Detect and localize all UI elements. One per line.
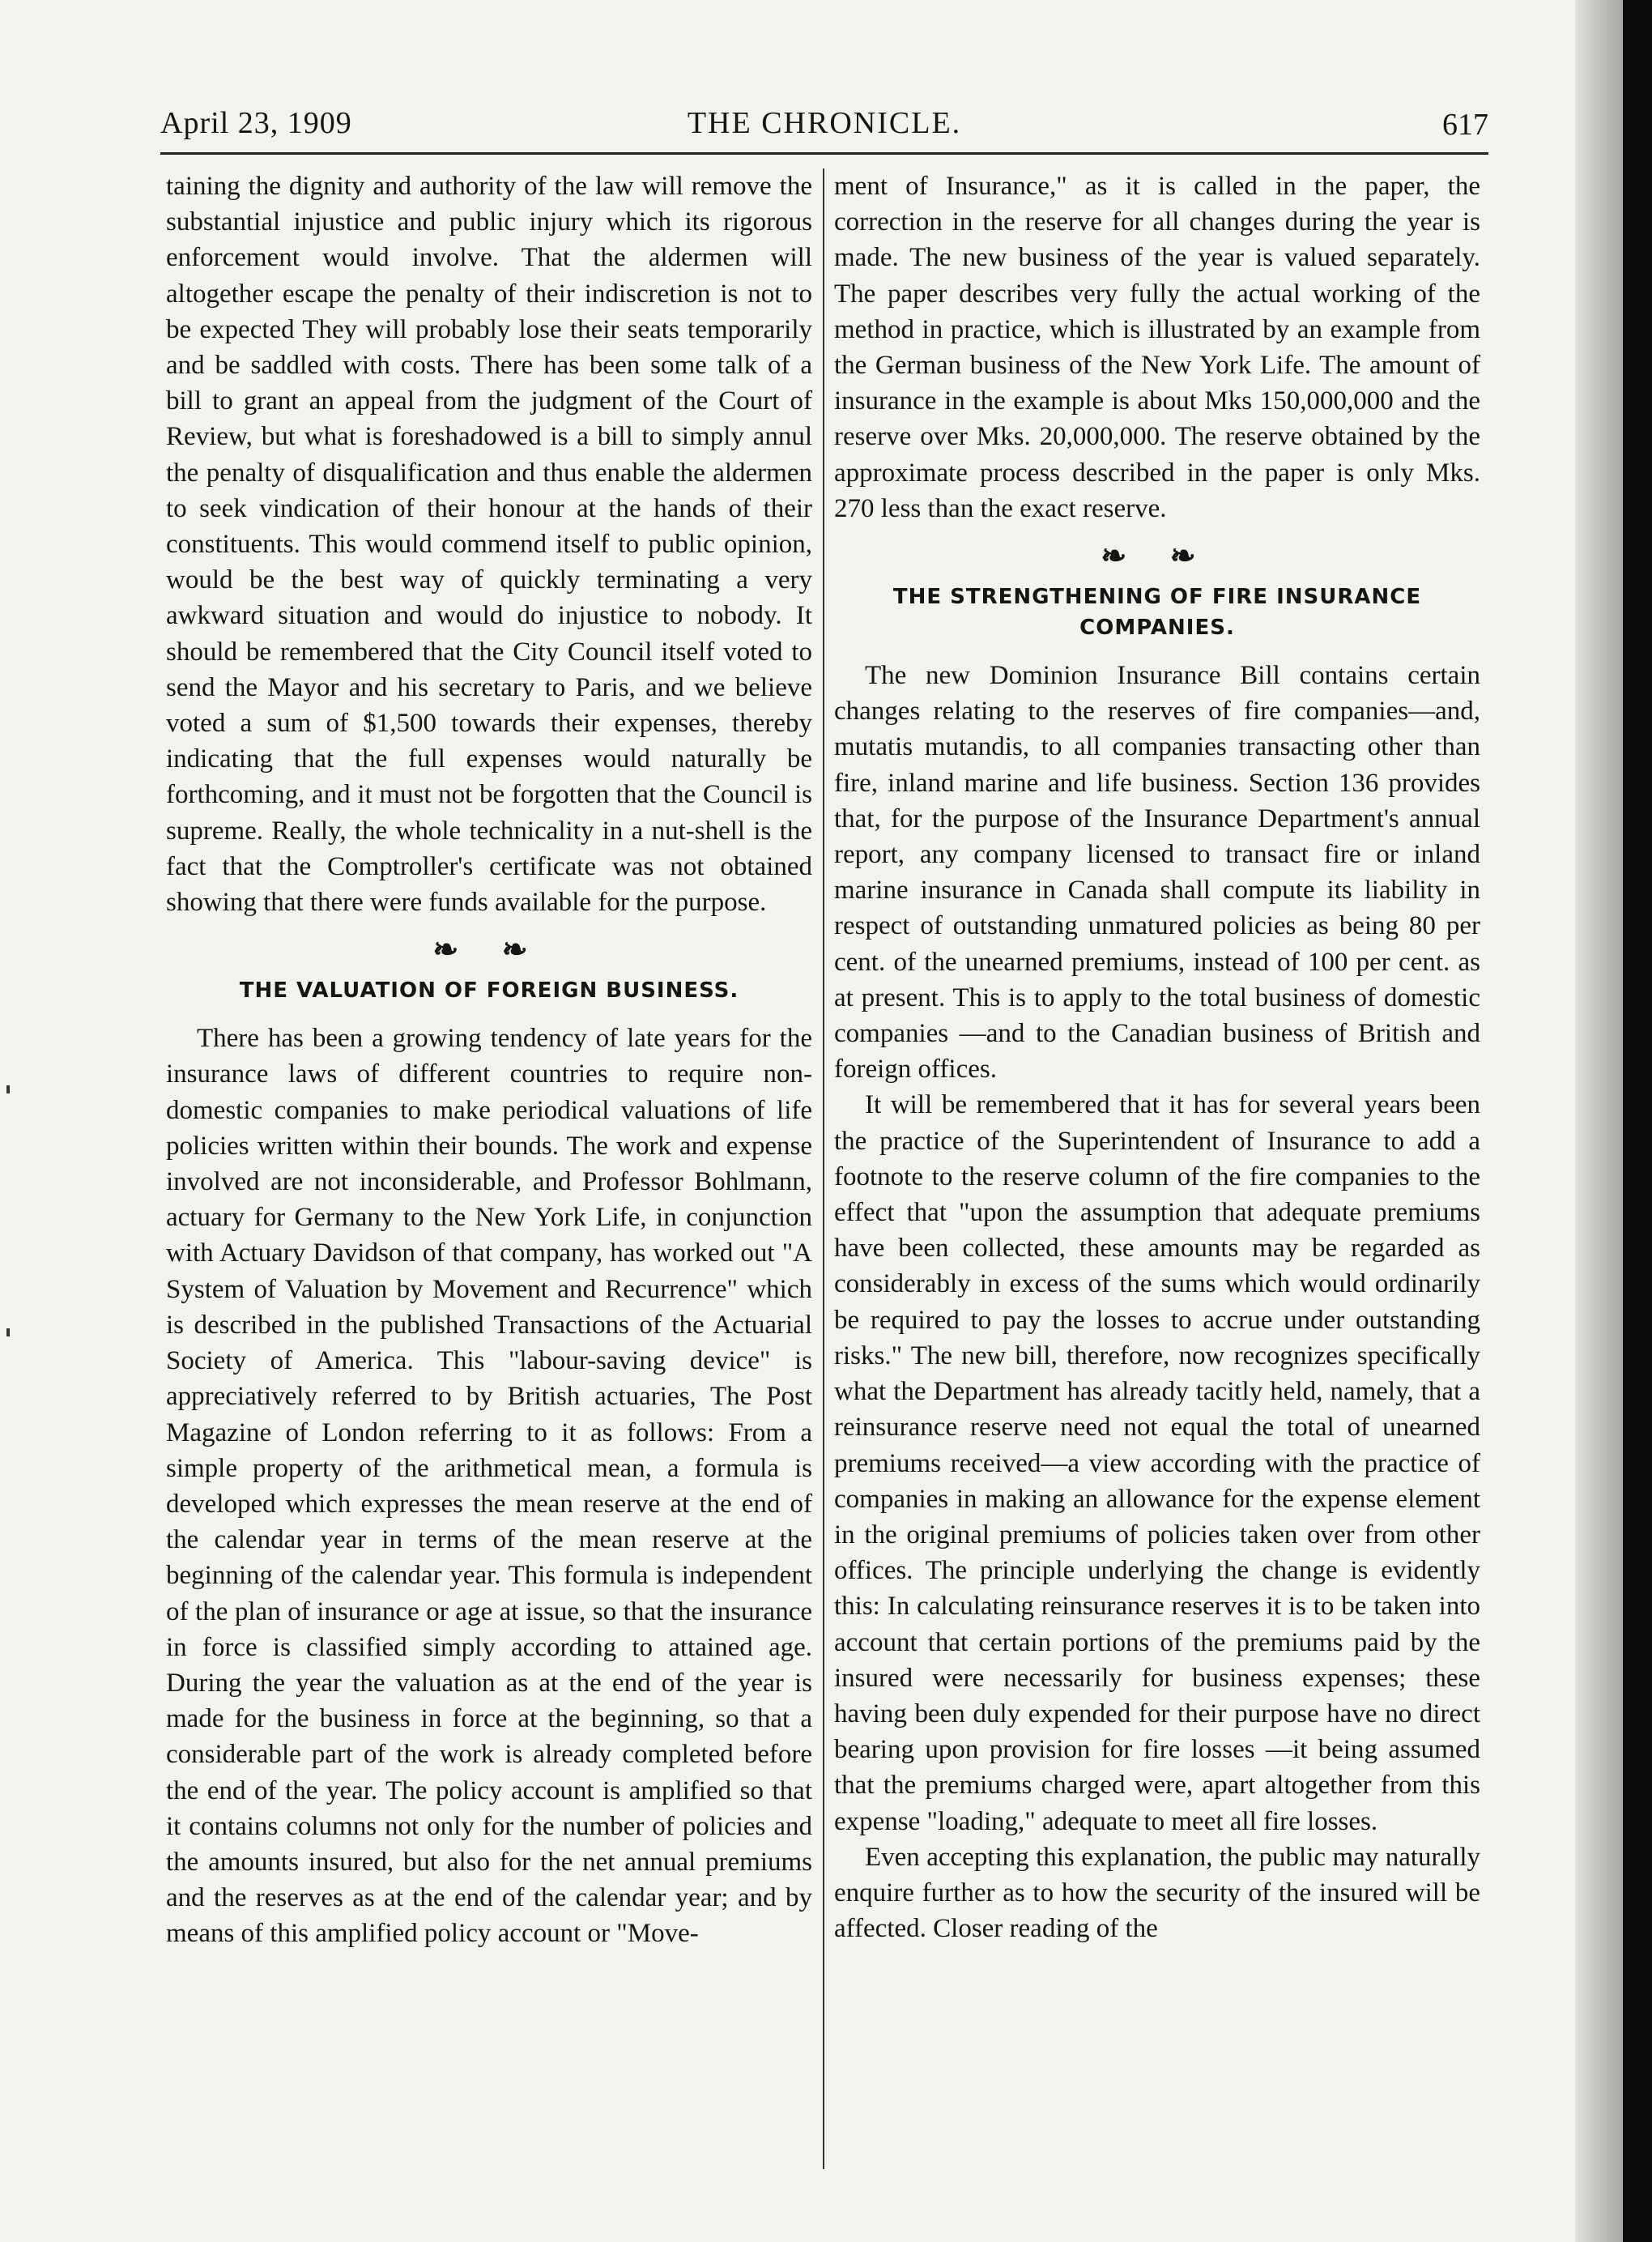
heading-line: COMPANIES. xyxy=(1079,616,1235,641)
page-number: 617 xyxy=(1442,108,1488,142)
publication-title: THE CHRONICLE. xyxy=(687,106,962,140)
issue-date: April 23, 1909 xyxy=(160,106,352,140)
ornament-divider: ❧ ❧ xyxy=(1101,539,1214,574)
valuation-article-paragraph: There has been a growing tendency of late years for the insurance laws of different countries to require non-domestic companies to make periodical valuations of life policies written within their bounds. The work and expense involved are not inconsiderable, and Professor Bohlmann, actuary for Germany to the New York Life, in conjunction with Actuary Davidson of that company, has worked out "A System of Valuation by Movement and Recurrence" which is described in the published Transactions of the Actuarial Society of America. This "labour-saving device" is appreciatively referred to by British actuaries, The Post Magazine of London referring to it as follows: From a simple property of the arithmetical mean, a formula is developed which expresses the mean reserve at the end of the calendar year in terms of the mean reserve at the beginning of the calendar year. This formula is independent of the plan of insurance or age at issue, so that the insurance in force is classified simply according to attained age. During the year the valuation as at the end of the year is made for the business in force at the beginning, so that a considerable part of the work is already completed before the end of the year. The policy account is amplified so that it contains columns not only for the number of policies and the amounts insured, but also for the net annual premiums and the reserves as at the end of the calendar year; and by means of this amplified policy account or "Move- xyxy=(166,1024,812,1949)
column-divider xyxy=(823,168,824,2169)
fire-article-paragraph: It will be remembered that it has for several years been the practice of the Superintendent of Insurance to add a footnote to the reserve column of the fire companies to the effect that "upon the assumption that adequate premiums have been collected, these amounts may be regarded as considerably in excess of the sums which would ordinarily be required to pay the losses to accrue under outstanding risks." The new bill, therefore, now recognizes specifically what the Department has already tacitly held, namely, that a reinsurance reserve need not equal the total of unearned premiums received—a view according with the practice of companies in making an allowance for the expense element in the original premiums of policies taken over from other offices. The principle underlying the change is evidently this: In calculating reinsurance reserves it is to be taken into account that certain portions of the premiums paid by the insured were necessarily for business expenses; these having been duly expended for their purpose have no direct bearing upon provision for fire losses —it being assumed that the premiums charged were, apart altogether from this expense "loading," adequate to meet all fire losses. xyxy=(834,1090,1480,1836)
page-binding-shadow xyxy=(1575,0,1623,2242)
scan-mark xyxy=(6,1328,10,1336)
fire-insurance-article-heading xyxy=(834,582,1480,643)
scan-mark xyxy=(6,1085,10,1093)
left-column xyxy=(166,168,812,1952)
fire-article-paragraph: Even accepting this explanation, the public may naturally enquire further as to how the security of the insured will be affected. Closer reading of the xyxy=(834,1842,1480,1944)
scan-edge xyxy=(1623,0,1652,2242)
valuation-article-heading: THE VALUATION OF FOREIGN BUSINESS. xyxy=(239,978,739,1004)
continued-article-paragraph: taining the dignity and authority of the law will remove the substantial injustice and public injury which its rigorous enforcement would involve. That the aldermen will altogether escape the penalty of their indiscretion is not to be expected They will probably lose their seats temporarily and be saddled with costs. There has been some talk of a bill to grant an appeal from the judgment of the Court of Review, but what is foreshadowed is a bill to simply annul the penalty of disqualification and thus enable the aldermen to seek vindication of their honour at the hands of their constituents. This would commend itself to public opinion, would be the best way of quickly terminating a very awkward situation and would do injustice to nobody. It should be remembered that the City Council itself voted to send the Mayor and his secretary to Paris, and we believe voted a sum of $1,500 towards their expenses, thereby indicating that the full expenses would naturally be forthcoming, and it must not be forgotten that the Council is supreme. Really, the whole technicality in a nut-shell is the fact that the Comptroller's certificate was not obtained showing that there were funds available for the purpose. xyxy=(166,172,812,918)
page-header xyxy=(160,97,1488,146)
header-rule xyxy=(160,152,1488,155)
fire-article-paragraph: The new Dominion Insurance Bill contains certain changes relating to the reserves of fire companies—and, mutatis mutandis, to all companies transacting other than fire, inland marine and life business. Section 136 provides that, for the purpose of the Insurance Department's annual report, any company licensed to transact fire or inland marine insurance in Canada shall compute its liability in respect of outstanding unmatured policies as being 80 per cent. of the unearned premiums, instead of 100 per cent. as at present. This is to apply to the total business of domestic companies —and to the Canadian business of British and foreign offices. xyxy=(834,661,1480,1085)
heading-line: THE STRENGTHENING OF FIRE INSURANCE xyxy=(892,585,1422,610)
right-column xyxy=(834,168,1480,1946)
ornament-divider: ❧ ❧ xyxy=(432,933,546,968)
valuation-continuation-paragraph: ment of Insurance," as it is called in the paper, the correction in the reserve for all changes during the year is made. The new business of the year is valued separately. The paper describes very fully the actual working of the method in practice, which is illustrated by an example from the German business of the New York Life. The amount of insurance in the example is about Mks 150,000,000 and the reserve over Mks. 20,000,000. The reserve obtained by the approximate process described in the paper is only Mks. 270 less than the exact reserve. xyxy=(834,172,1480,523)
